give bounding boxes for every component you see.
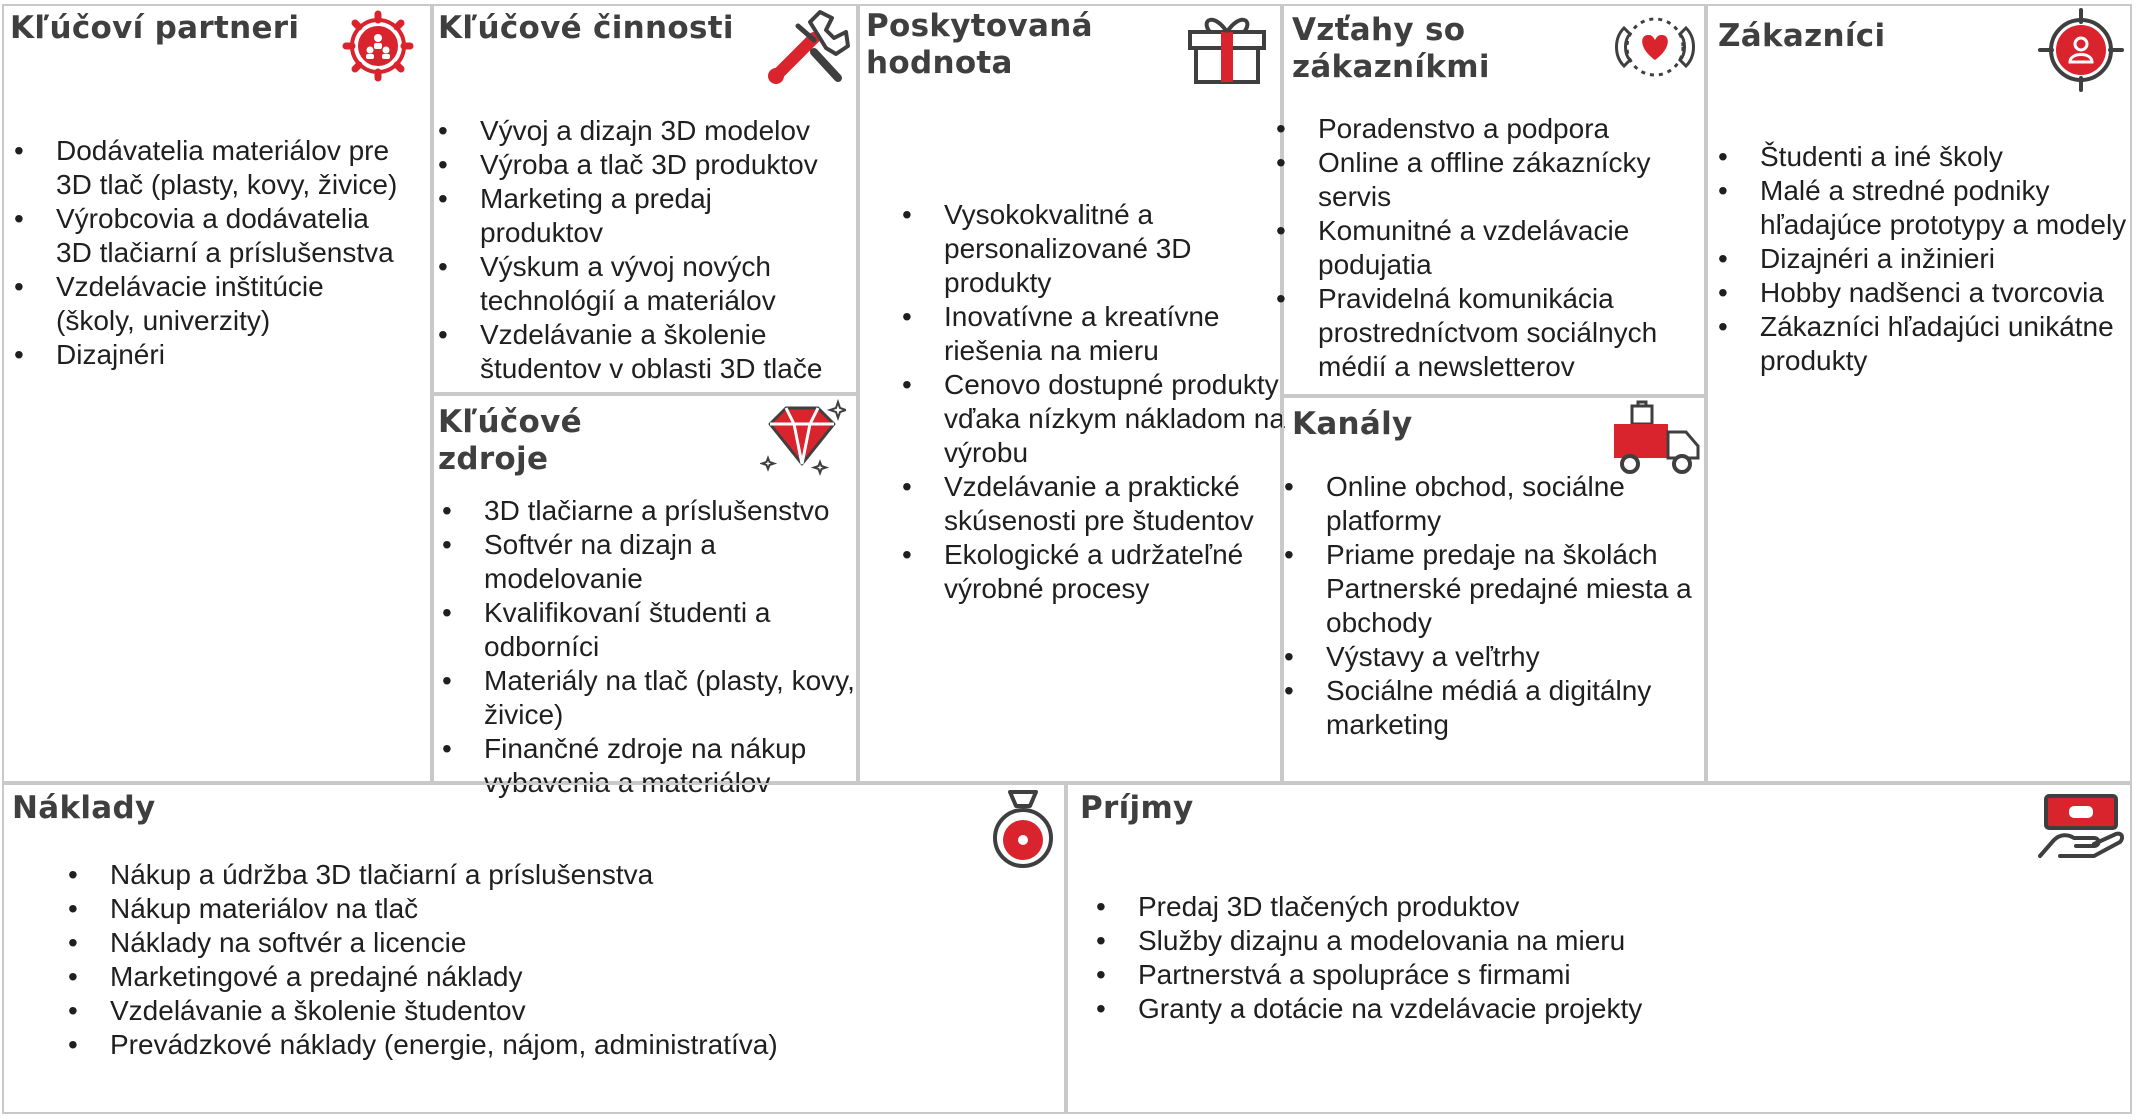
key-activities-list xyxy=(434,114,834,386)
list-item: • Marketingové a predajné náklady xyxy=(64,960,1044,994)
list-item: • Náklady na softvér a licencie xyxy=(64,926,1044,960)
key-resources-title-line2: zdroje xyxy=(438,441,549,477)
list-item: • Prevádzkové náklady (energie, nájom, administratíva) xyxy=(64,1028,1044,1062)
wrench-screwdriver-icon xyxy=(760,8,852,88)
list-item: • Priame predaje na školách Partnerské predajné miesta a obchody xyxy=(1280,538,1700,640)
list-item: • Vzdelávanie a školenie študentov xyxy=(64,994,1044,1028)
list-item: • Výstavy a veľtrhy xyxy=(1280,640,1700,674)
list-item: • Online obchod, sociálne platformy xyxy=(1280,470,1700,538)
list-item: • Nákup materiálov na tlač xyxy=(64,892,1044,926)
key-partners-cell xyxy=(2,4,432,783)
customer-relationships-list xyxy=(1272,112,1692,384)
value-proposition-title-line2: hodnota xyxy=(866,45,1013,81)
target-person-icon xyxy=(2036,8,2126,92)
value-proposition-title xyxy=(866,8,1093,82)
list-item: • 3D tlačiarne a príslušenstvo xyxy=(438,494,858,528)
key-partners-title: Kľúčoví partneri xyxy=(10,10,300,46)
list-item: • Granty a dotácie na vzdelávacie projekty xyxy=(1092,992,2092,1026)
customer-segments-cell xyxy=(1706,4,2132,783)
list-item: • Softvér na dizajn a modelovanie xyxy=(438,528,858,596)
list-item: • Výroba a tlač 3D produktov xyxy=(434,148,834,182)
channels-list xyxy=(1280,470,1700,742)
heart-hands-icon xyxy=(1610,8,1700,86)
list-item: • Vzdelávanie a praktické skúsenosti pre študentov xyxy=(898,470,1298,538)
list-item: • Služby dizajnu a modelovania na mieru xyxy=(1092,924,2092,958)
customer-relationships-title xyxy=(1292,12,1490,86)
customer-segments-title: Zákazníci xyxy=(1718,18,1886,54)
list-item: • Poradenstvo a podpora xyxy=(1272,112,1692,146)
list-item: • Nákup a údržba 3D tlačiarní a príslušenstva xyxy=(64,858,1044,892)
key-resources-title xyxy=(438,404,582,478)
list-item: • Kvalifikovaní študenti a odborníci xyxy=(438,596,858,664)
list-item: • Vzdelávanie a školenie študentov v oblasti 3D tlače xyxy=(434,318,834,386)
list-item: • Malé a stredné podniky hľadajúce prototypy a modely xyxy=(1714,174,2136,242)
customer-segments-list xyxy=(1714,140,2136,378)
key-activities-title: Kľúčové činnosti xyxy=(438,10,734,46)
costs-list xyxy=(64,858,1044,1062)
gear-people-icon xyxy=(334,10,422,82)
revenue-title: Príjmy xyxy=(1080,790,1194,826)
list-item: • Materiály na tlač (plasty, kovy, živice) xyxy=(438,664,858,732)
customer-relationships-title-line1: Vzťahy so xyxy=(1292,12,1466,48)
list-item: • Marketing a predaj produktov xyxy=(434,182,834,250)
gift-icon xyxy=(1184,10,1270,86)
value-proposition-list xyxy=(898,198,1298,606)
customer-relationships-title-line2: zákazníkmi xyxy=(1292,49,1490,85)
revenue-list xyxy=(1092,890,2092,1026)
list-item: • Finančné zdroje na nákup vybavenia a materiálov xyxy=(438,732,858,800)
list-item: • Výskum a vývoj nových technológií a materiálov xyxy=(434,250,834,318)
list-item: • Sociálne médiá a digitálny marketing xyxy=(1280,674,1700,742)
list-item: • Partnerstvá a spolupráce s firmami xyxy=(1092,958,2092,992)
list-item: • Ekologické a udržateľné výrobné procesy xyxy=(898,538,1298,606)
list-item: • Dizajnéri a inžinieri xyxy=(1714,242,2136,276)
list-item: • Vzdelávacie inštitúcie (školy, univerzity) xyxy=(10,270,405,338)
hand-banknote-icon xyxy=(2036,792,2126,864)
delivery-truck-icon xyxy=(1608,400,1704,480)
key-partners-list xyxy=(10,134,405,372)
list-item: • Výrobcovia a dodávatelia 3D tlačiarní a príslušenstva xyxy=(10,202,405,270)
key-resources-title-line1: Kľúčové xyxy=(438,404,582,440)
list-item: • Študenti a iné školy xyxy=(1714,140,2136,174)
costs-title: Náklady xyxy=(12,790,156,826)
list-item: • Vysokokvalitné a personalizované 3D produkty xyxy=(898,198,1298,300)
list-item: • Dizajnéri xyxy=(10,338,405,372)
key-resources-list xyxy=(438,494,858,800)
list-item: • Vývoj a dizajn 3D modelov xyxy=(434,114,834,148)
value-proposition-title-line1: Poskytovaná xyxy=(866,8,1093,44)
list-item: • Hobby nadšenci a tvorcovia xyxy=(1714,276,2136,310)
list-item: • Cenovo dostupné produkty vďaka nízkym nákladom na výrobu xyxy=(898,368,1298,470)
diamond-icon xyxy=(760,398,846,480)
list-item: • Online a offline zákaznícky servis xyxy=(1272,146,1692,214)
list-item: • Predaj 3D tlačených produktov xyxy=(1092,890,2092,924)
list-item: • Inovatívne a kreatívne riešenia na mieru xyxy=(898,300,1298,368)
list-item: • Pravidelná komunikácia prostredníctvom sociálnych médií a newsletterov xyxy=(1272,282,1692,384)
list-item: • Komunitné a vzdelávacie podujatia xyxy=(1272,214,1692,282)
channels-title: Kanály xyxy=(1292,406,1413,442)
list-item: • Zákazníci hľadajúci unikátne produkty xyxy=(1714,310,2136,378)
list-item: • Dodávatelia materiálov pre 3D tlač (plasty, kovy, živice) xyxy=(10,134,405,202)
